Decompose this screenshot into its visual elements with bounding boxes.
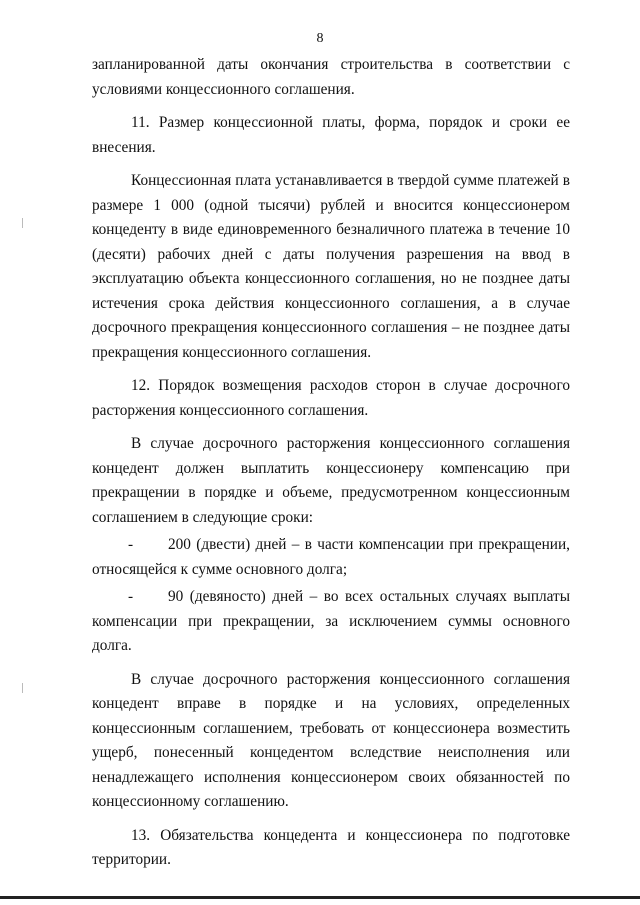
- page-bottom-edge: [0, 896, 640, 899]
- section-13-heading: 13. Обязательства концедента и концессионера по подготовке территории.: [92, 826, 570, 868]
- list-item: [92, 533, 570, 582]
- scan-margin-mark: [22, 218, 23, 228]
- paragraph-continuation: запланированной даты окончания строительства в соответствии с условиями концессионного соглашения.: [92, 56, 570, 98]
- list-item: [92, 585, 570, 659]
- list-item-text: 200 (двести) дней – в части компенсации при прекращении, относящейся к сумме основного долга;: [92, 536, 570, 578]
- list-marker: -: [128, 536, 134, 553]
- list-item-text: 90 (девяносто) дней – во всех остальных случаях выплаты компенсации при прекращении, за исключением суммы основного долга.: [92, 588, 570, 654]
- paragraph-concession-fee: Концессионная плата устанавливается в твердой сумме платежей в размере 1 000 (одной тысячи) рублей и вносится концессионером концеденту в виде единовременного безналичного платежа в течение 10 (десяти) рабочих дней с даты получения разрешения на ввод в эксплуатацию объекта концессионного соглашения, но не позднее даты истечения срока действия концессионного соглашения, а в случае досрочного прекращения концессионного соглашения – не позднее даты прекращения концессионного соглашения.: [92, 172, 570, 361]
- list-marker: -: [128, 588, 134, 605]
- paragraph-early-termination: В случае досрочного расторжения концессионного соглашения концедент должен выплатить концессионеру компенсацию при прекращении в порядке и объеме, предусмотренном концессионным соглашением в следующие сроки:: [92, 435, 570, 526]
- section-12-heading: 12. Порядок возмещения расходов сторон в случае досрочного расторжения концессионного соглашения.: [92, 377, 570, 419]
- section-11-heading: 11. Размер концессионной платы, форма, порядок и сроки ее внесения.: [92, 114, 570, 156]
- document-body: [92, 53, 570, 882]
- scan-margin-mark: [22, 683, 23, 693]
- page-number: 8: [316, 31, 324, 46]
- paragraph-damages: В случае досрочного расторжения концессионного соглашения концедент вправе в порядке и на условиях, определенных концессионным соглашением, требовать от концессионера возместить ущерб, понесенный концедентом вследствие неисполнения или ненадлежащего исполнения концессионером своих обязанностей по концессионному соглашению.: [92, 670, 570, 810]
